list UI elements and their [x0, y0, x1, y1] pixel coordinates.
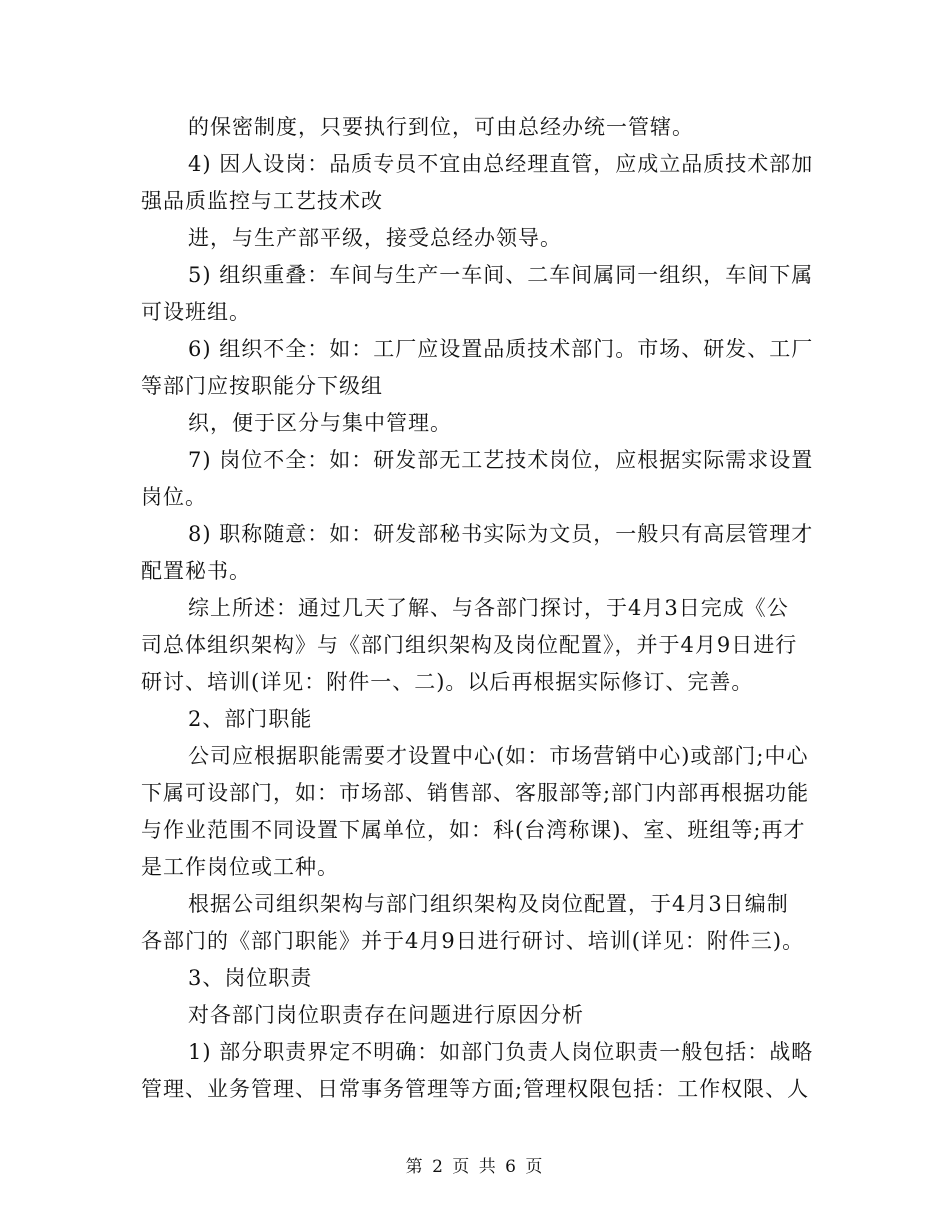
section-heading: 3、岗位职责: [188, 966, 313, 990]
text-line: 公司应根据职能需要才设置中心(如：市场营销中心)或部门;中心: [188, 744, 809, 768]
text-line: 配置秘书。: [141, 559, 251, 583]
text-line: 各部门的《部门职能》并于4月9日进行研讨、培训(详见：附件三)。: [141, 929, 805, 953]
text-line: 根据公司组织架构与部门组织架构及岗位配置，于4月3日编制: [188, 892, 789, 916]
text-line: 1) 部分职责界定不明确：如部门负责人岗位职责一般包括：战略: [188, 1040, 814, 1064]
text-line: 织，便于区分与集中管理。: [188, 411, 452, 435]
text-line: 4) 因人设岗：品质专员不宜由总经理直管，应成立品质技术部加: [188, 152, 814, 176]
text-line: 研讨、培训(详见：附件一、二)。以后再根据实际修订、完善。: [141, 670, 754, 694]
text-line: 综上所述：通过几天了解、与各部门探讨，于4月3日完成《公: [188, 596, 789, 620]
text-line: 是工作岗位或工种。: [141, 855, 339, 879]
text-line: 8) 职称随意：如：研发部秘书实际为文员，一般只有高层管理才: [188, 522, 814, 546]
text-line: 司总体组织架构》与《部门组织架构及岗位配置》，并于4月9日进行: [141, 633, 798, 657]
text-line: 下属可设部门，如：市场部、销售部、客服部等;部门内部再根据功能: [141, 781, 810, 805]
text-line: 管理、业务管理、日常事务管理等方面;管理权限包括：工作权限、人: [141, 1077, 810, 1101]
text-line: 对各部门岗位职责存在问题进行原因分析: [188, 1003, 584, 1027]
text-line: 强品质监控与工艺技术改: [141, 189, 383, 213]
text-line: 的保密制度，只要执行到位，可由总经办统一管辖。: [188, 115, 694, 139]
text-line: 进，与生产部平级，接受总经办领导。: [188, 226, 562, 250]
text-line: 可设班组。: [141, 300, 251, 324]
text-line: 与作业范围不同设置下属单位，如：科(台湾称课)、室、班组等;再才: [141, 818, 806, 842]
text-line: 6) 组织不全：如：工厂应设置品质技术部门。市场、研发、工厂: [188, 337, 814, 361]
text-line: 5) 组织重叠：车间与生产一车间、二车间属同一组织，车间下属: [188, 263, 814, 287]
page-footer: 第 2 页 共 6 页: [405, 1157, 545, 1177]
text-line: 7) 岗位不全：如：研发部无工艺技术岗位，应根据实际需求设置: [188, 448, 814, 472]
text-line: 等部门应按职能分下级组: [141, 374, 383, 398]
section-heading: 2、部门职能: [188, 707, 313, 731]
text-line: 岗位。: [141, 485, 207, 509]
